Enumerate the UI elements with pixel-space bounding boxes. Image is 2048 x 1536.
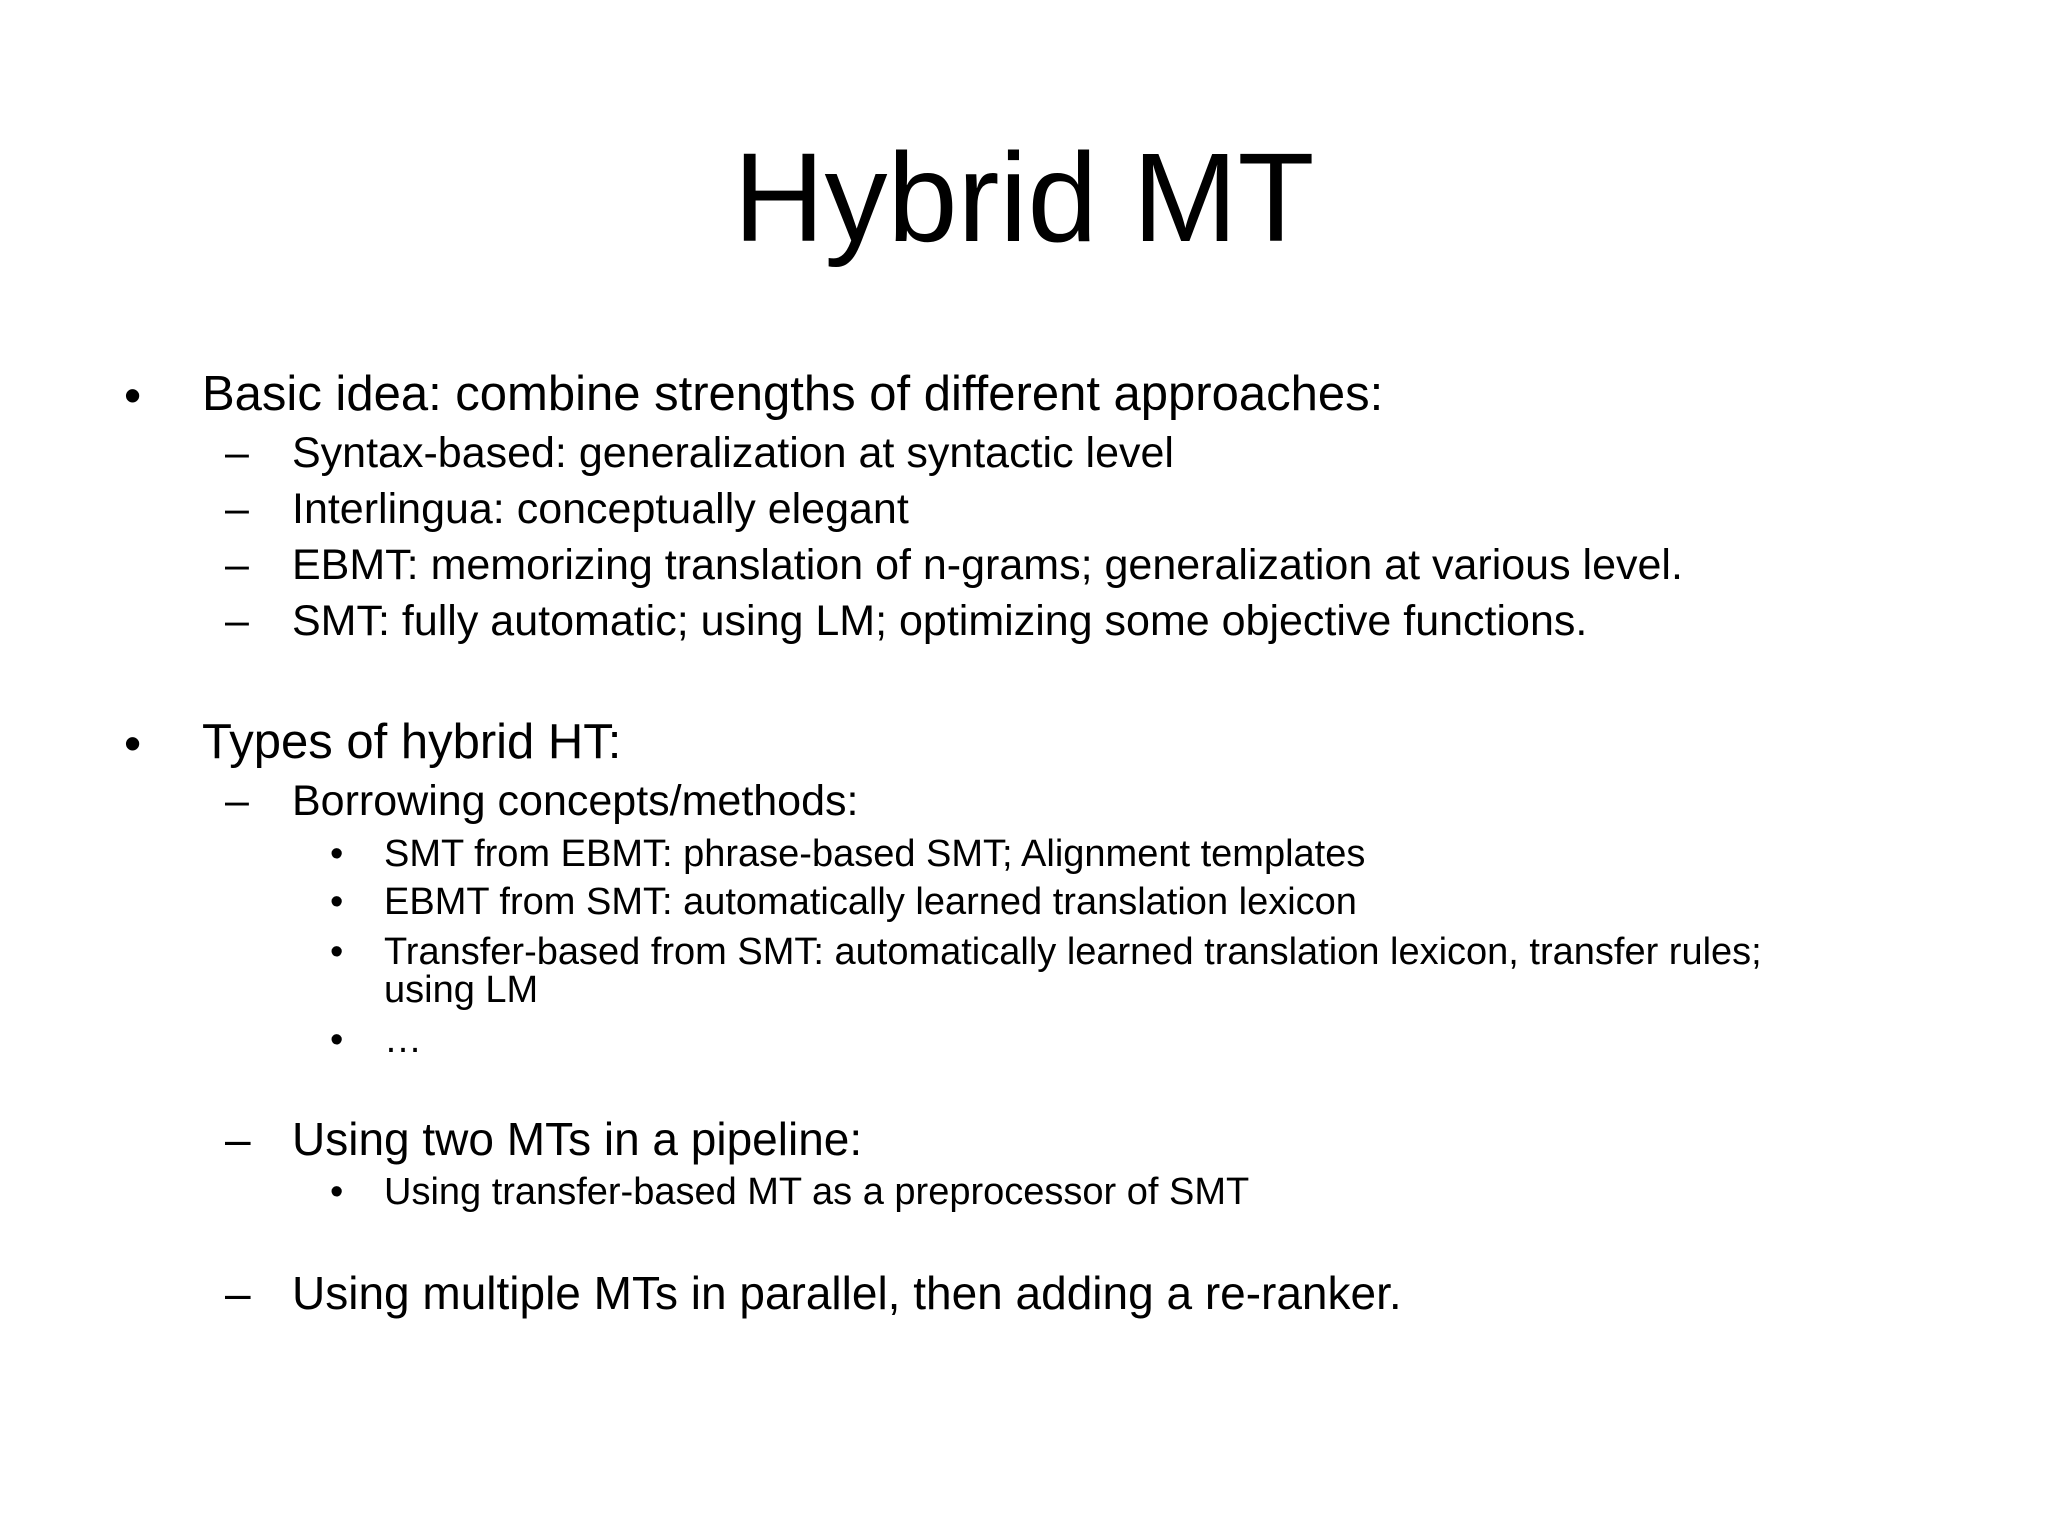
dash-marker: –: [225, 777, 249, 825]
dash-marker: –: [225, 1267, 251, 1319]
pipeline-item: Using transfer-based MT as a preprocessor of SMT: [384, 1171, 1250, 1213]
section1-item: SMT: fully automatic; using LM; optimizing some objective functions.: [292, 597, 1588, 645]
dash-marker: –: [225, 429, 249, 477]
borrowing-item-continuation: using LM: [384, 969, 539, 1011]
section2-heading: Types of hybrid HT:: [202, 715, 622, 769]
borrowing-label: Borrowing concepts/methods:: [292, 777, 859, 825]
dash-marker: –: [225, 597, 249, 645]
borrowing-item: EBMT from SMT: automatically learned translation lexicon: [384, 881, 1357, 923]
dash-marker: –: [225, 1113, 251, 1165]
section1-item: Interlingua: conceptually elegant: [292, 485, 909, 533]
dash-marker: –: [225, 541, 249, 589]
borrowing-item: SMT from EBMT: phrase-based SMT; Alignment templates: [384, 833, 1366, 875]
sub-bullet-marker: •: [330, 1019, 344, 1061]
sub-bullet-marker: •: [330, 931, 344, 973]
dash-marker: –: [225, 485, 249, 533]
slide-title: Hybrid MT: [733, 127, 1315, 268]
bullet-marker: •: [124, 717, 142, 771]
borrowing-item-ellipsis: …: [384, 1019, 422, 1061]
section1-item: EBMT: memorizing translation of n-grams; generalization at various level.: [292, 541, 1683, 589]
parallel-label: Using multiple MTs in parallel, then adding a re-ranker.: [292, 1267, 1402, 1319]
sub-bullet-marker: •: [330, 1171, 344, 1213]
sub-bullet-marker: •: [330, 881, 344, 923]
sub-bullet-marker: •: [330, 833, 344, 875]
section1-heading: Basic idea: combine strengths of different approaches:: [202, 367, 1384, 421]
pipeline-label: Using two MTs in a pipeline:: [292, 1113, 863, 1165]
bullet-marker: •: [124, 369, 142, 423]
borrowing-item: Transfer-based from SMT: automatically learned translation lexicon, transfer rules;: [384, 931, 1762, 973]
section1-item: Syntax-based: generalization at syntactic level: [292, 429, 1174, 477]
